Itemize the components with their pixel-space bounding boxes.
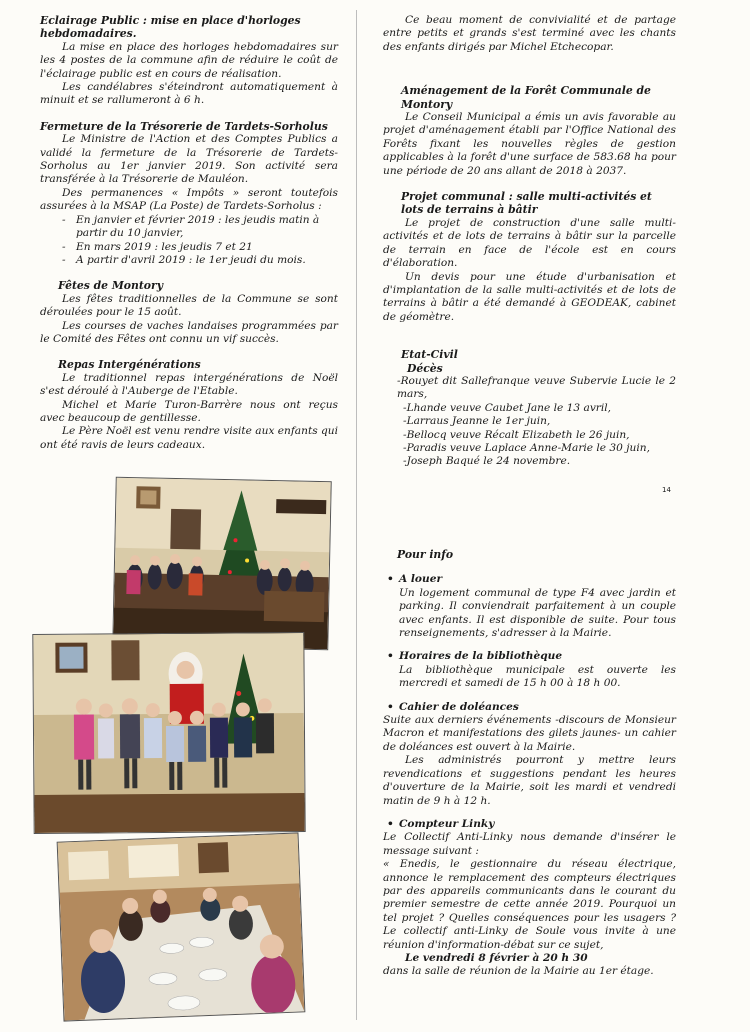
deces-list [383, 402, 676, 469]
fetes-title: Fêtes de Montory [58, 279, 163, 293]
info-doleances [383, 701, 676, 808]
list-item: -Paradis veuve Laplace Anne-Marie le 30 juin, [403, 441, 650, 454]
list-item: - A partir d'avril 2019 : le 1er jeudi du mois. [62, 254, 338, 267]
photo-pere-noel [32, 632, 305, 834]
repas-p3: Le Père Noël est venu rendre visite aux enfants qui ont été ravis de leurs cadeaux. [40, 425, 338, 451]
doleances-p1: Suite aux derniers événements -discours de Monsieur Macron et manifestations des gilets jaunes- un cahier de doléances est ouvert à la Mairie. [383, 714, 676, 753]
section-fetes [40, 279, 338, 346]
list-item: - En mars 2019 : les jeudis 7 et 21 [62, 241, 338, 254]
photo-repas [57, 832, 306, 1021]
info-louer [383, 573, 676, 640]
section-repas [40, 358, 338, 452]
pour-info-title: Pour info [397, 548, 454, 561]
pour-info-block [383, 548, 676, 989]
section-etat-civil [383, 348, 676, 469]
right-column [383, 14, 676, 481]
section-convivialite [383, 14, 676, 54]
fetes-p1: Les fêtes traditionnelles de la Commune se sont déroulées pour le 15 août. [40, 292, 338, 319]
eclairage-p1: La mise en place des horloges hebdomadaires sur les 4 postes de la commune afin de réduire le coût de l'éclairage public est en cours de réalisation. [40, 40, 338, 80]
info-linky [383, 818, 676, 979]
section-tresorerie [40, 120, 338, 267]
section-projet [383, 190, 676, 324]
photo-christmas-tree-image [113, 478, 330, 649]
repas-p2: Michel et Marie Turon-Barrère nous ont reçus avec beaucoup de gentillesse. [40, 398, 338, 424]
list-item: -Bellocq veuve Récalt Elizabeth le 26 juin, [403, 428, 630, 441]
linky-date: Le vendredi 8 février à 20 h 30 [405, 951, 588, 964]
deces-first: -Rouyet dit Sallefranque veuve Subervie Lucie le 2 mars, [397, 374, 676, 401]
tresorerie-p1: Le Ministre de l'Action et des Comptes Publics a validé la fermeture de la Trésorerie de Tardets-Sorholus au 1er janvier 2019. Son activité sera transférée à la Trésorerie de Mauléon. [40, 133, 338, 186]
section-eclairage [40, 14, 338, 108]
page-number-right: 14 [662, 486, 671, 494]
photo-pere-noel-image [33, 633, 304, 833]
projet-p2: Un devis pour une étude d'urbanisation et d'implantation de la salle multi-activités et de lots de terrains à bâtir a été demandé à GEODEAK, cabinet de géomètre. [383, 270, 676, 323]
tresorerie-title: Fermeture de la Trésorerie de Tardets-Sorholus [40, 119, 328, 133]
column-divider [356, 10, 357, 1020]
foret-p1: Le Conseil Municipal a émis un avis favorable au projet d'aménagement établi par l'Office National des Forêts fixant les nouvelles règles de gestion applicables à la forêt d'une surface de 583.68 ha pour une période de 20 ans allant de 2018 à 2037. [383, 111, 676, 177]
louer-text: Un logement communal de type F4 avec jardin et parking. Il conviendrait parfaitement à un couple avec enfants. Il est disponible de suite. Pour tous renseignements, s'adresser à la Mairie. [399, 586, 676, 640]
etat-civil-title: Etat-Civil [401, 348, 458, 362]
list-item: -Joseph Baqué le 24 novembre. [403, 455, 571, 468]
left-column [40, 14, 338, 464]
deces-subtitle: Décès [407, 361, 443, 375]
linky-p2: « Enedis, le gestionnaire du réseau électrique, annonce le remplacement des compteurs électriques par des appareils communicants dans le courant du premier semestre de cette année 2019. Pourquoi un tel projet ? Quelles conséquences pour les usagers ? Le collectif anti-Linky de Soule vous invite à une réunion d'information-débat sur ce sujet, [383, 858, 676, 951]
linky-place: dans la salle de réunion de la Mairie au 1er étage. [383, 965, 654, 978]
tresorerie-p2: Des permanences « Impôts » seront toutefois assurées à la MSAP (La Poste) de Tardets-Sorholus : [40, 186, 338, 213]
repas-p1: Le traditionnel repas intergénérations de Noël s'est déroulé à l'Auberge de l'Etable. [40, 371, 338, 398]
repas-title: Repas Intergénérations [58, 358, 201, 372]
projet-title: Projet communal : salle multi-activités et lots de terrains à bâtir [401, 190, 652, 217]
linky-title: • Compteur Linky [383, 818, 676, 831]
list-item: - En janvier et février 2019 : les jeudis matin à partir du 10 janvier, [62, 214, 338, 241]
eclairage-title: Eclairage Public : mise en place d'horloges hebdomadaires. [40, 14, 301, 41]
bibliotheque-text: La bibliothèque municipale est ouverte les mercredi et samedi de 15 h 00 à 18 h 00. [399, 663, 676, 690]
section-foret [383, 84, 676, 178]
list-item: -Larraus Jeanne le 1er juin, [403, 415, 551, 428]
permanences-list [40, 214, 338, 268]
convivialite-text: Ce beau moment de convivialité et de partage entre petits et grands s'est terminé avec les chants des enfants dirigés par Michel Etchecopar. [383, 14, 676, 53]
projet-p1: Le projet de construction d'une salle multi-activités et de lots de terrains à bâtir sur la parcelle de terrain en face de l'école est en cours d'élaboration. [383, 216, 676, 270]
eclairage-p2: Les candélabres s'éteindront automatiquement à minuit et se rallumeront à 6 h. [40, 81, 338, 107]
linky-p1: Le Collectif Anti-Linky nous demande d'insérer le message suivant : [383, 831, 676, 857]
louer-title: • A louer [383, 573, 676, 586]
fetes-p2: Les courses de vaches landaises programmées par le Comité des Fêtes ont connu un vif succès. [40, 319, 338, 345]
photo-repas-image [58, 833, 305, 1020]
list-item: -Lhande veuve Caubet Jane le 13 avril, [403, 401, 612, 414]
doleances-p2: Les administrés pourront y mettre leurs revendications et suggestions pendant les heures d'ouverture de la Mairie, soit les mardi et vendredi matin de 9 h à 12 h. [383, 754, 676, 807]
bibliotheque-title: • Horaires de la bibliothèque [383, 650, 676, 663]
info-bibliotheque [383, 650, 676, 690]
doleances-title: • Cahier de doléances [383, 701, 676, 714]
foret-title: Aménagement de la Forêt Communale de Montory [401, 84, 651, 111]
photo-christmas-tree [112, 477, 331, 650]
